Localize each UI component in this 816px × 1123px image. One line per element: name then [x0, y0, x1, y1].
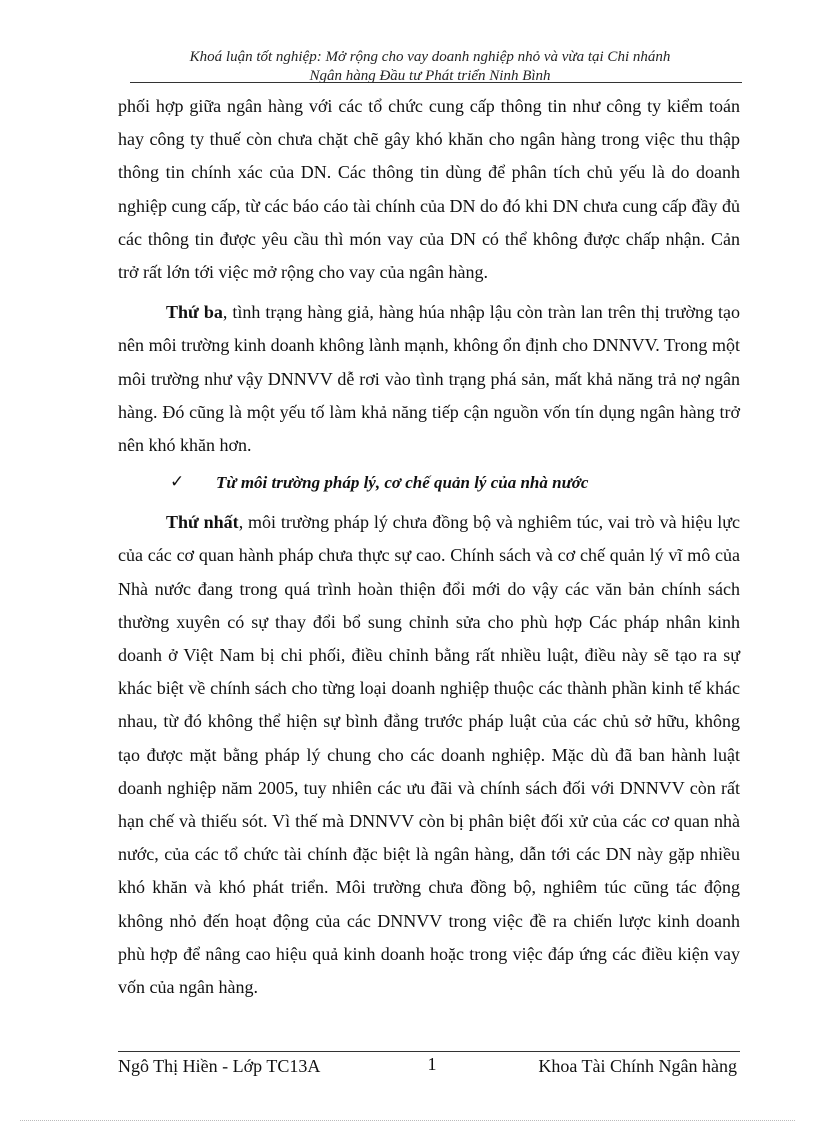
paragraph-lead-thu-nhat: Thứ nhất — [166, 512, 239, 533]
footer-author: Ngô Thị Hiền - Lớp TC13A — [118, 1056, 321, 1076]
header-divider — [130, 82, 742, 83]
page-bottom-edge — [20, 1120, 795, 1121]
paragraph-thu-nhat — [118, 506, 740, 1004]
paragraph-text-thu-nhat: , môi trường pháp lý chưa đồng bộ và nghiêm túc, vai trò và hiệu lực của các cơ quan hành pháp chưa thực sự cao. Chính sách và cơ chế quản lý vĩ mô của Nhà nước đang trong quá trình hoàn thiện đổi mới do vậy các văn bản chính sách thường xuyên có sự thay đổi bổ sung chỉnh sửa cho phù hợp Các pháp nhân kinh doanh ở Việt Nam bị chi phối, điều chỉnh bằng rất nhiều luật, điều này sẽ tạo ra sự khác biệt về chính sách cho từng loại doanh nghiệp thuộc các thành phần kinh tế khác nhau, từ đó không thể hiện sự bình đẳng trước pháp luật của các chủ sở hữu, không tạo được mặt bằng pháp lý chung cho các doanh nghiệp. Mặc dù đã ban hành luật doanh nghiệp năm 2005, tuy nhiên các ưu đãi và chính sách đối với DNNVV còn rất hạn chế và thiếu sót. Vì thế mà DNNVV còn bị phân biệt đối xử của các cơ quan nhà nước, của các tổ chức tài chính đặc biệt là ngân hàng, dẫn tới các DN này gặp nhiều khó khăn và khó phát triển. Môi trường chưa đồng bộ, nghiêm túc cũng tác động không nhỏ đến hoạt động của các DNNVV trong việc đề ra chiến lược kinh doanh phù hợp để nâng cao hiệu quả kinh doanh hoặc trong việc đáp ứng các điều kiện vay vốn của ngân hàng. — [118, 512, 740, 998]
paragraph-text-thu-ba: , tình trạng hàng giả, hàng húa nhập lậu còn tràn lan trên thị trường tạo nên môi trường kinh doanh không lành mạnh, không ổn định cho DNNVV. Trong một môi trường như vậy DNNVV dễ rơi vào tình trạng phá sản, mất khả năng trả nợ ngân hàng. Đó cũng là một yếu tố làm khả năng tiếp cận nguồn vốn tín dụng ngân hàng trở nên khó khăn hơn. — [118, 302, 740, 456]
header-title-line-2: Ngân hàng Đầu tư Phát triển Ninh Bình — [309, 68, 551, 84]
paragraph-thu-ba — [118, 296, 740, 462]
paragraph-continuation: phối hợp giữa ngân hàng với các tổ chức cung cấp thông tin như công ty kiểm toán hay công ty thuế còn chưa chặt chẽ gây khó khăn cho ngân hàng trong việc thu thập thông tin chính xác của DN. Các thông tin dùng để phân tích chủ yếu là do doanh nghiệp cung cấp, từ các báo cáo tài chính của DN do đó khi DN chưa cung cấp đầy đủ các thông tin được yêu cầu thì món vay của DN có thể không được chấp nhận. Cản trở rất lớn tới việc mở rộng cho vay của ngân hàng. — [118, 96, 740, 283]
document-body — [118, 90, 740, 1004]
page-header — [118, 48, 742, 86]
header-title-line-1: Khoá luận tốt nghiệp: Mở rộng cho vay doanh nghiệp nhỏ và vừa tại Chi nhánh — [189, 49, 671, 65]
footer-department: Khoa Tài Chính Ngân hàng — [538, 1056, 737, 1076]
section-subheading — [118, 466, 740, 499]
page-number: 1 — [427, 1054, 437, 1074]
subheading-text: Từ môi trường pháp lý, cơ chế quản lý của nhà nước — [216, 473, 589, 493]
paragraph-lead-thu-ba: Thứ ba — [166, 302, 223, 323]
checkmark-icon: ✓ — [170, 472, 185, 493]
